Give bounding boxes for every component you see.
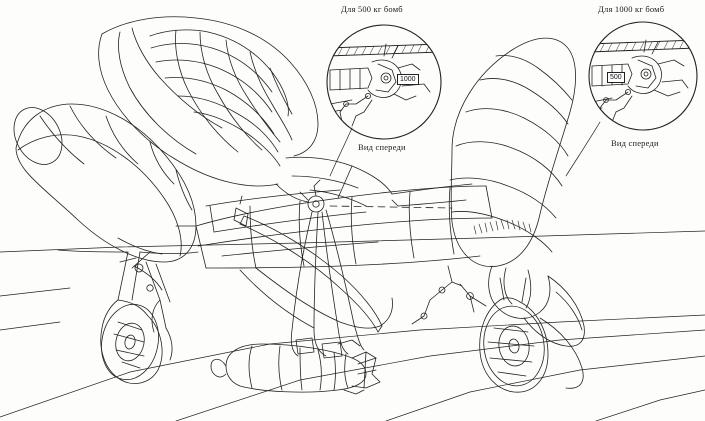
fuselage-and-canopy	[99, 17, 392, 206]
inset-500kg-caption: Вид спереди	[358, 142, 406, 152]
left-landing-gear	[95, 252, 172, 385]
inset-1000kg-caption: Вид спереди	[611, 138, 659, 148]
cowl-inscription	[474, 220, 531, 234]
inset-1000kg-callout-number: 500	[607, 72, 625, 83]
inset-1000kg-title: Для 1000 кг бомб	[598, 4, 665, 14]
inset-1000kg-detail	[589, 22, 697, 130]
centerline-axis	[330, 206, 452, 208]
bomb-body	[211, 338, 380, 394]
left-engine-nacelle	[4, 99, 196, 262]
wing-assembly	[196, 186, 492, 328]
inset-500kg-title: Для 500 кг бомб	[341, 4, 403, 14]
inset-500kg-detail	[327, 25, 441, 139]
inset-500kg-callout-number: 1000	[397, 74, 419, 85]
